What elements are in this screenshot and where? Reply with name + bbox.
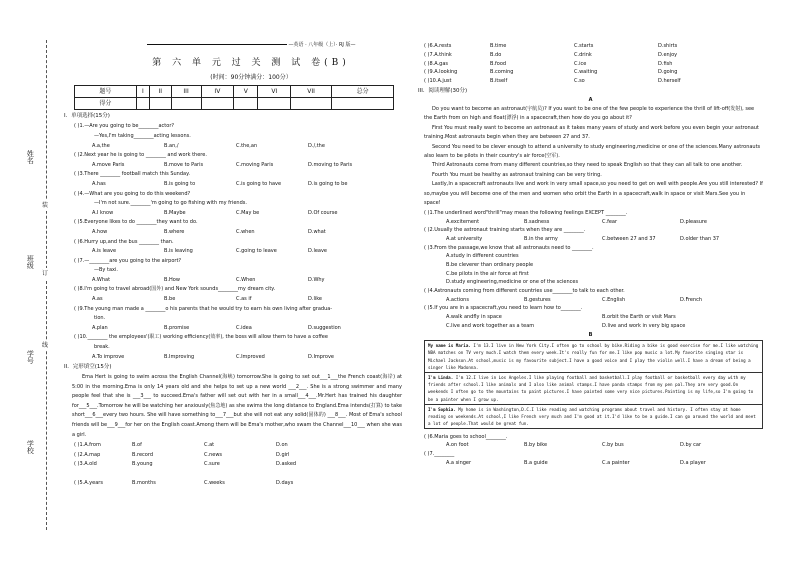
binding-margin (0, 0, 58, 562)
question-9-line2: tion. (94, 315, 106, 322)
cloze-passage: Ema Hert is going to swim across the English Channel(海峡) tomorrow.She is going to set out___1___the French coast(海岸) at 5:00 in the morning.Ema is only 14 years old and she helps to set up a new world ___2___. She is a strong swimmer and many people feel that she is ___3___ to succeed.Ema's father will set out with her in a small___4___.Mr.Hert has trained his daughter for___5___.Tomorrow he will be watching her anxiously(焦急地) as she swims the long distance to England.Ema intends(打算) to take short___6___every two hours. She will have something to___7___but she will not eat any solid(固体的) ___8___. Most of Ema's school friends will be___9___for her on the English coast.Among them will be Ema's mother,who swam the Channel___10___ when she was a girl. (72, 374, 402, 438)
question-6-options: A.is leave B.is leaving C.going to leave D.leave (92, 248, 328, 255)
series-line: —英语 · 八年级（上）· RJ 版— (100, 42, 402, 48)
question-8: ( )8.I'm going to travel abroad(国外) and New York sounds________my dream city. (74, 286, 276, 293)
cloze-question-2: ( )2.A.map B.record C.news D.girl (74, 451, 290, 458)
binding-word-ding: 订 (42, 268, 48, 279)
cloze-question-1: ( )1.A.from B.of C.at D.on (74, 441, 288, 448)
question-3: ( )3.There ________ football match this Sunday. (74, 171, 190, 178)
question-8-options: A.as B.be C.as if D.like (92, 296, 323, 303)
passage-a-paragraph: First You must really want to become an astronaut as it takes many years of study and work before you even begin your astronaut training.Most astronauts begin when they are between 27 and 37. (424, 124, 759, 141)
section-2-heading: II．完形填空(15分) (64, 364, 112, 371)
passage-a-paragraph: Third Astronauts come from many different countries,so they need to speak English so that they can all talk to one another. (432, 162, 743, 169)
cloze-question-10: ( )10.A.just B.itself C.so D.herself (424, 78, 681, 85)
cloze-question-7: ( )7.A.think B.do C.drink D.enjoy (424, 52, 678, 59)
question-10-options: A.To improve B.Improving C.Improved D.Improve (92, 353, 334, 360)
reading-question-3-option-b[interactable]: B.be cleverer than ordinary people (446, 261, 534, 268)
question-6: ( )6.Hurry up,and the bus ________ than. (74, 238, 174, 245)
reading-question-4-options: A.actions B.gestures C.English D.French (446, 296, 703, 303)
reading-question-1: ( )1.The underlined word"thrill"may mean the following feelings EXCEPT ________. (424, 209, 628, 216)
left-column (60, 42, 402, 488)
passage-a-paragraph: Fourth You must be healthy as astronaut training can be very tiring. (432, 171, 602, 178)
question-7-line2: —By taxi. (94, 267, 118, 274)
student-id-label: 学号 (26, 350, 35, 364)
reading-question-5: ( )5.If you are in a spacecraft,you need to learn how to________. (424, 305, 583, 312)
question-7-options: A.What B.How C.When D.Why (92, 276, 325, 283)
cloze-question-6: ( )6.A.rests B.time C.starts D.shirts (424, 43, 678, 50)
score-table (74, 85, 394, 110)
passage-b-box (424, 340, 763, 429)
question-4: ( )4.—What are you going to do this weekend? (74, 190, 191, 197)
question-1-line2: —Yes,I'm taking________acting lessons. (94, 132, 191, 139)
reading-question-2: ( )2.Usually the astronaut training starts when they are ________. (424, 227, 586, 234)
cloze-question-4-blank (74, 469, 402, 479)
reading-question-2-options: A.at university B.in the army C.between 27 and 37 D.older than 37 (446, 235, 720, 242)
reading-question-3-option-c[interactable]: C.be pilots in the air force at first (446, 270, 529, 277)
question-2: ( )2.Next year he is going to ________ and work there. (74, 152, 207, 159)
question-5-options: A.how B.where C.when D.what (92, 228, 326, 235)
reading-question-6-options: A.on foot B.by bike C.by bus D.by car (446, 442, 702, 449)
reading-question-3: ( )3.From the passage,we know that all astronauts need to ________. (424, 244, 594, 251)
binding-line (46, 40, 47, 530)
exam-subtitle: (时间：90分钟满分：100分） (210, 73, 292, 81)
right-column (418, 42, 763, 467)
reading-question-6: ( )6.Maria goes to school________. (424, 433, 508, 440)
reading-question-7-options: A.a singer B.a guide C.a painter D.a player (446, 459, 706, 466)
score-table-header-row: 题号 I II III IV V VI VII 总分 (75, 85, 394, 97)
cloze-question-3: ( )3.A.old B.young C.sure D.asked (74, 461, 297, 468)
reading-question-4: ( )4.Astronauts coming from different countries use________to talk to each other. (424, 288, 625, 295)
reading-question-7: ( )7.________ (424, 451, 455, 458)
passage-a-paragraph: Second You need to be clever enough to attend a university to study engineering,medicine or one of the sciences.Many astronauts also learn to be pilots in their country's air force(空军). (424, 143, 761, 160)
class-label: 班级 (26, 255, 35, 269)
question-10-line2: break. (94, 344, 110, 351)
question-7: ( )7.—________are you going to the airport? (74, 257, 182, 264)
reading-question-3-option-a[interactable]: A.study in different countries (446, 253, 519, 260)
question-4-line2: —I'm not sure.________'m going to go fishing with my friends. (94, 200, 247, 207)
binding-word-zhuang: 装 (42, 200, 48, 211)
passage-a-mark: A (588, 97, 593, 104)
school-label: 学校 (26, 440, 35, 454)
exam-title: 第 六 单 元 过 关 测 试 卷(B) (152, 58, 350, 68)
passage-b-mark: B (588, 332, 593, 339)
passage-b-entry-sophia: I'm Sophia. My home is in Washington,D.C.I like reading and watching programs about travel and history. I often stay at home reading on weekends.At school,I like French very much and I'm good at it.I'd like to be a guide.I can go around the world and meet a lot of people.That would be great fun. (428, 406, 756, 427)
section-3-heading: III．阅读理解(30分) (418, 88, 468, 95)
cloze-question-9: ( )9.A.looking B.coming C.waiting D.going (424, 69, 678, 76)
cloze-question-5: ( )5.A.years B.months C.weeks D.days (74, 480, 294, 487)
reading-question-5-options-ab: A.walk andfly in space B.orbit the Earth or visit Mars (446, 314, 676, 321)
question-9-options: A.plan B.promise C.idea D.suggestion (92, 324, 341, 331)
question-2-options: A.move Paris B.move to Paris C.moving Paris D.moving to Paris (92, 161, 353, 168)
reading-question-5-options-cd: C.live and work together as a team D.live and work in very big space (446, 322, 686, 329)
question-3-options: A.has B.is going to C.is going to have D.is going to be (92, 180, 348, 187)
passage-a (424, 105, 763, 208)
name-label: 姓名 (26, 150, 35, 164)
passage-b-entry-linda: I'm Linda. I'm 12.I live in Los Angeles.I like playing football and basketball.I play football or basketball every day with my friends after school.I like animals and I also like animal stamps.I have panda stamps from my pen pal.They are very good.On weekends I often go to the mountains to paint pictures.I have painted some very nice pictures.Painting is my life,so I'm going to be a painter when I grow up. (425, 373, 762, 405)
passage-a-paragraph: Lastly,In a spacecraft astronauts live and work in very small space,so you need to get on well with people.Are you still interested? If so,maybe you will become one of the men and women who orbit the Earth in a spacecraft,walk in space or visit Mars.See you in space! (424, 181, 763, 207)
passage-b-entry-maria: My name is Maria. I'm 13.I live in New York City.I often go to school by bike.Riding a bike is good exercise for me.I like watching NBA matches on TV very much.I watch them every week.It's really fun for me.I like pop music a lot.My favorite singing star is Michael Jackson.At school,music is my favourite subject.I have a good voice and I play the violin well.I have a dream of being a singer like Madonna. (425, 341, 762, 373)
reading-question-1-options: A.excitement B.sadness C.fear D.pleasure (446, 218, 707, 225)
question-1-options: A.a,the B.an,/ C.the,an D./,the (92, 142, 325, 149)
question-4-options: A.I know B.Maybe C.May be D.Of course (92, 209, 338, 216)
question-10: ( )10.________ the employees'(职工) working efficiency(效率), the boss will allow them to have a coffee (74, 334, 328, 341)
cloze-question-8: ( )8.A.gas B.food C.ice D.fish (424, 60, 673, 67)
section-1-heading: I．单项选择(15分) (64, 112, 110, 119)
question-1: ( )1.—Are you going to be________actor? (74, 123, 175, 130)
reading-question-3-option-d[interactable]: D.study engineering,medicine or one of the sciences (446, 279, 579, 286)
question-5: ( )5.Everyone likes to do ________they want to do. (74, 219, 198, 226)
score-table-score-row: 得分 (75, 97, 394, 109)
binding-word-xian: 线 (42, 340, 48, 351)
passage-a-paragraph: Do you want to become an astronaut(宇航员)? If you want to be one of the few people to experience the thrill of lift-off(发射), see the Earth from on high and float(漂浮) in a spacecraft,then how do you go about it? (424, 106, 755, 122)
question-9: ( )9.The young man made a ________o his parents that he would try to earn his own living after gradua- (74, 305, 333, 312)
